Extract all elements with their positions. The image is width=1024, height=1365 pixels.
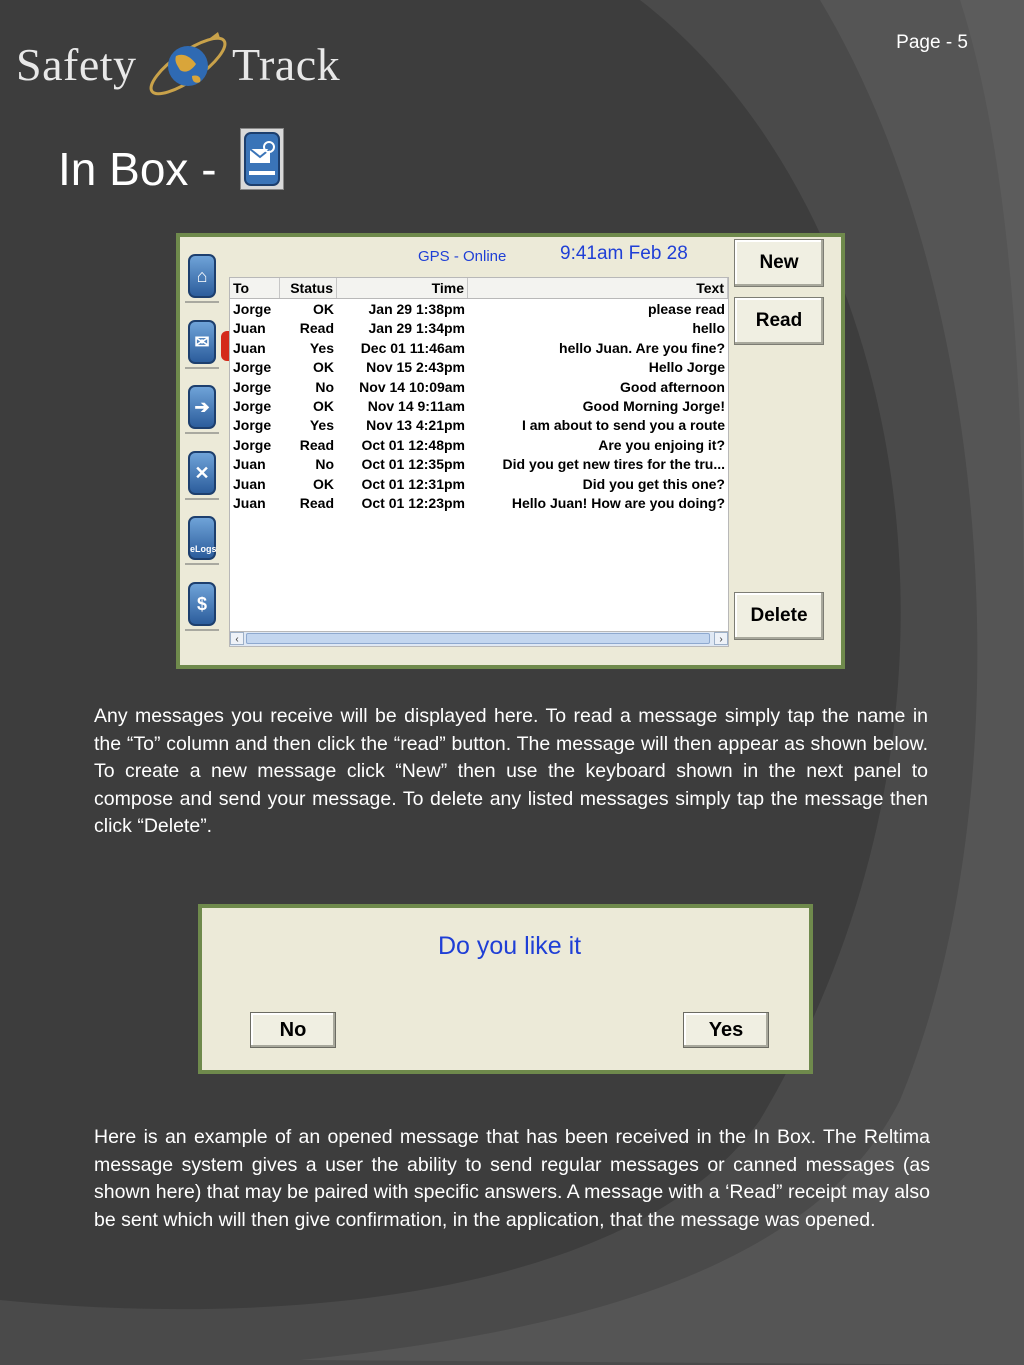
column-header-status[interactable]: Status: [280, 278, 337, 298]
cell-text: Hello Juan! How are you doing?: [511, 494, 725, 511]
cell-to: Juan: [233, 494, 266, 511]
fuel-icon: $: [188, 582, 216, 626]
cell-to: Jorge: [233, 378, 272, 395]
table-row[interactable]: [230, 475, 728, 494]
scroll-thumb[interactable]: [246, 633, 710, 644]
cell-text: I am about to send you a route: [521, 417, 725, 434]
dialog-question: Do you like it: [438, 932, 582, 960]
cell-text: Did you get new tires for the tru...: [502, 456, 725, 473]
message-list: [229, 277, 729, 647]
cell-time: Jan 29 1:38pm: [368, 301, 465, 317]
cell-status: Yes: [309, 417, 334, 434]
selected-indicator: [221, 331, 229, 361]
table-row[interactable]: [230, 319, 728, 338]
cell-text: Good afternoon: [620, 378, 725, 395]
cell-text: please read: [647, 301, 725, 317]
clock: 9:41am Feb 28: [560, 243, 688, 264]
cell-text: Are you enjoing it?: [598, 436, 725, 453]
table-row[interactable]: [230, 358, 728, 377]
sidebar-item-tools[interactable]: [185, 448, 219, 500]
cell-status: OK: [313, 397, 334, 414]
page-number: Page - 5: [896, 32, 968, 53]
sidebar-item-outbox[interactable]: [185, 382, 219, 434]
no-button[interactable]: No: [250, 1012, 336, 1048]
cell-time: Nov 14 10:09am: [359, 378, 465, 395]
cell-time: Oct 01 12:35pm: [361, 456, 465, 473]
outbox-icon: ➔: [188, 385, 216, 429]
scroll-left-icon[interactable]: ‹: [230, 632, 244, 645]
message-dialog: [198, 904, 813, 1074]
table-row[interactable]: [230, 339, 728, 358]
cell-text: Good Morning Jorge!: [582, 397, 725, 414]
instructions-paragraph: Any messages you receive will be displayed here. To read a message simply tap the name in the “To” column and then click the “read” button. The message will then appear as shown below. To create a new message click “New” then use the keyboard shown in the next panel to compose and send your message. To delete any listed messages simply tap the message then click “Delete”.: [94, 705, 928, 837]
cell-time: Oct 01 12:48pm: [361, 436, 465, 453]
cell-time: Nov 13 4:21pm: [366, 417, 465, 434]
cell-status: OK: [313, 301, 334, 317]
cell-to: Juan: [233, 475, 266, 492]
home-icon: ⌂: [188, 254, 216, 298]
sidebar-item-elogs[interactable]: [185, 513, 219, 565]
sidebar-item-fuel[interactable]: [185, 579, 219, 631]
new-button[interactable]: New: [734, 239, 824, 287]
column-header-time[interactable]: Time: [337, 278, 468, 298]
cell-status: OK: [313, 359, 334, 376]
table-row[interactable]: [230, 378, 728, 397]
logo-text-right: Track: [232, 39, 341, 90]
cell-time: Jan 29 1:34pm: [368, 320, 465, 337]
cell-to: Jorge: [233, 359, 272, 376]
cell-status: No: [315, 456, 334, 473]
column-header-text[interactable]: Text: [468, 278, 728, 298]
cell-to: Juan: [233, 339, 266, 356]
cell-status: Read: [299, 320, 334, 337]
list-header: [230, 278, 728, 299]
cell-time: Oct 01 12:31pm: [361, 475, 465, 492]
sidebar: [182, 245, 222, 640]
delete-button[interactable]: Delete: [734, 592, 824, 640]
table-row[interactable]: [230, 416, 728, 435]
table-row[interactable]: [230, 455, 728, 474]
table-row[interactable]: [230, 494, 728, 513]
globe-icon: [140, 24, 236, 104]
horizontal-scrollbar[interactable]: [230, 631, 728, 646]
table-row[interactable]: [230, 397, 728, 416]
column-header-to[interactable]: To: [230, 278, 280, 298]
inbox-icon: ✉: [188, 320, 216, 364]
cell-text: hello: [692, 320, 725, 337]
cell-status: Yes: [309, 339, 334, 356]
sidebar-item-inbox[interactable]: [185, 317, 219, 369]
table-row[interactable]: [230, 300, 728, 319]
cell-to: Juan: [233, 320, 266, 337]
cell-to: Jorge: [233, 436, 272, 453]
cell-to: Jorge: [233, 301, 272, 317]
safety-track-logo: [14, 22, 354, 108]
example-paragraph: Here is an example of an opened message that has been received in the In Box. The Reltima message system gives a user the ability to send regular messages or canned messages (as shown here) that may be paired with specific answers. A message with a ‘Read” receipt may also be sent which will then give confirmation, in the application, that the message was opened.: [94, 1126, 930, 1231]
gps-status: GPS - Online: [418, 248, 507, 265]
cell-time: Nov 14 9:11am: [367, 397, 465, 414]
page-title: In Box -: [58, 143, 217, 195]
elogs-icon: eLogs: [188, 516, 216, 560]
cell-status: OK: [313, 475, 334, 492]
scroll-right-icon[interactable]: ›: [714, 632, 728, 645]
cell-status: Read: [299, 494, 334, 511]
cell-to: Juan: [233, 456, 266, 473]
cell-status: Read: [299, 436, 334, 453]
read-button[interactable]: Read: [734, 297, 824, 345]
cell-text: Hello Jorge: [648, 359, 725, 376]
table-row[interactable]: [230, 436, 728, 455]
tools-icon: ✕: [188, 451, 216, 495]
cell-text: Did you get this one?: [582, 475, 725, 492]
cell-text: hello Juan. Are you fine?: [559, 339, 725, 356]
logo-text-left: Safety: [16, 39, 137, 90]
sidebar-item-home[interactable]: [185, 251, 219, 303]
cell-status: No: [315, 378, 334, 395]
cell-time: Oct 01 12:23pm: [361, 494, 465, 511]
yes-button[interactable]: Yes: [683, 1012, 769, 1048]
cell-time: Dec 01 11:46am: [360, 339, 465, 356]
cell-to: Jorge: [233, 417, 272, 434]
cell-to: Jorge: [233, 397, 272, 414]
inbox-app-panel: [176, 233, 845, 669]
cell-time: Nov 15 2:43pm: [366, 359, 465, 376]
inbox-envelope-icon: [240, 128, 284, 190]
message-rows: [230, 300, 728, 513]
